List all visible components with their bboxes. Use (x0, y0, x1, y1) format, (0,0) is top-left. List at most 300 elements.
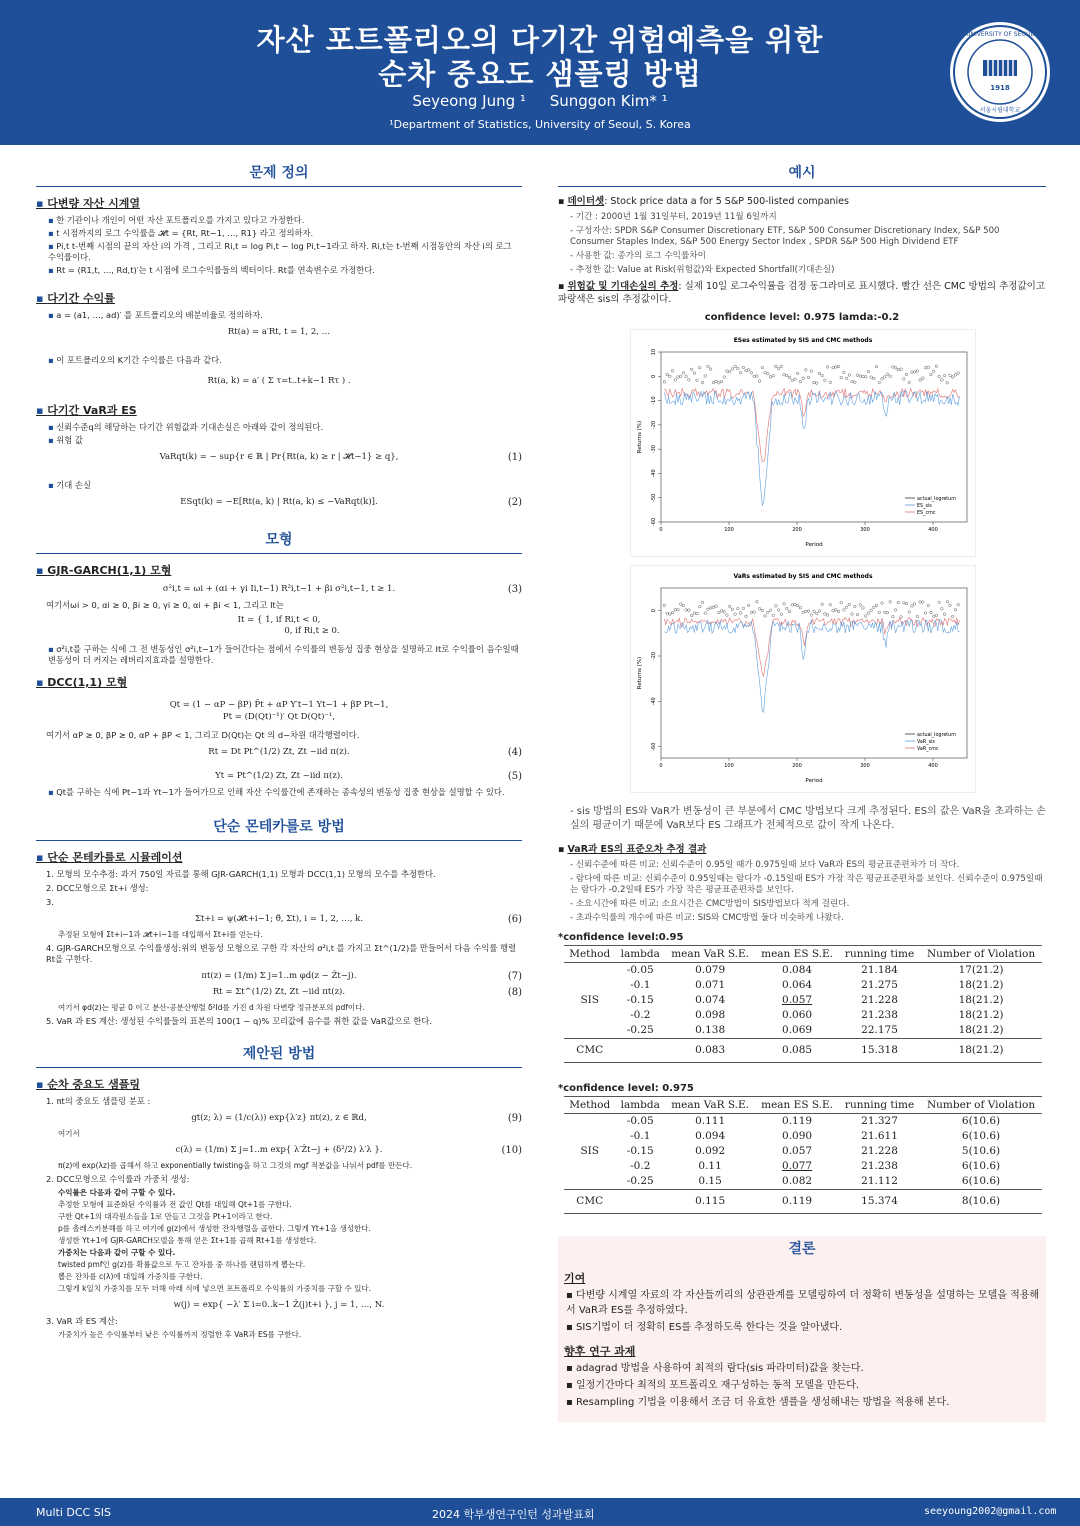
actual-point (739, 371, 742, 374)
actual-point (856, 613, 859, 616)
actual-point (753, 611, 756, 614)
actual-point (837, 365, 840, 368)
actual-point (688, 379, 691, 382)
numbered-item: 1. 모형의 모수추정: 과거 750일 자료를 통해 GJR-GARCH(1,1) 모형과 DCC(1,1) 모형의 모수를 추정한다. (46, 869, 436, 879)
section-model-title: 모형 (36, 529, 522, 554)
actual-point (845, 606, 848, 609)
sub-item: 가중치는 다음과 같이 구할 수 있다. (58, 1248, 176, 1257)
actual-point (674, 608, 677, 611)
numbered-item: 4. GJR-GARCH모형으로 수익률생성:위의 변동성 모형으로 구한 각 자산의 σ²i,t 를 가지고 Σt^(1/2)를 만들어서 다음 수익률 행렬Rt을 구한다. (46, 943, 517, 964)
actual-point (786, 374, 789, 377)
actual-point (892, 366, 895, 369)
table-cell: 0.060 (782, 1009, 813, 1021)
actual-point (772, 614, 775, 617)
table-cell: 17(21.2) (958, 964, 1004, 976)
equation (36, 497, 522, 507)
table-header: Method (564, 1097, 615, 1114)
actual-point (669, 613, 672, 616)
actual-point (892, 615, 895, 618)
table-cell: 0.098 (695, 1009, 726, 1021)
actual-point (813, 610, 816, 613)
y-tick-label: -60 (651, 742, 657, 751)
actual-point (946, 381, 949, 384)
results-table-0975 (564, 1096, 1042, 1214)
actual-point (720, 380, 723, 383)
footer-email: seeyoung2002@gmail.com (924, 1506, 1057, 1517)
equation (36, 771, 522, 781)
bullet: ▪ Pi,t t-번째 시점의 끝의 자산 i의 가격 , 그리고 Ri,t = log Pi,t − log Pi,t−1라고 하자. Ri,t는 t-번째 시점동안의 자산 i의 로그 수익률이다. (48, 241, 522, 263)
y-axis-label: Returns (%) (637, 420, 643, 454)
method-cell: CMC (576, 1044, 604, 1056)
table2-label: *confidence level: 0.975 (558, 1083, 694, 1094)
actual-point (932, 370, 935, 373)
actual-point (715, 605, 718, 608)
table-cell: -0.2 (630, 1160, 651, 1172)
affiliation: ¹Department of Statistics, University of Seoul, S. Korea (389, 118, 691, 131)
actual-point (677, 376, 680, 379)
actual-point (723, 376, 726, 379)
actual-point (946, 601, 949, 604)
actual-point (712, 606, 715, 609)
actual-point (805, 610, 808, 613)
bullet: ▪ 신뢰수준q의 해당하는 다기간 위험값과 기대손실은 아래와 같이 정의된다. (48, 422, 522, 433)
table-cell: 0.138 (695, 1024, 726, 1036)
actual-point (745, 615, 748, 618)
actual-point (701, 381, 704, 384)
dataset-item: - 추정한 값: Value at Risk(위험값)와 Expected Shortfall(기대손실) (570, 265, 1046, 276)
table1-label: *confidence level:0.95 (558, 932, 684, 943)
actual-point (954, 374, 957, 377)
actual-point (834, 608, 837, 611)
actual-point (935, 614, 938, 617)
numbered-item: 2. DCC모형으로 Σt+i 생성: (46, 883, 149, 893)
actual-point (935, 365, 938, 368)
numbered-item: 3. VaR 과 ES 계산: (46, 1316, 118, 1326)
actual-point (807, 610, 810, 613)
actual-point (834, 366, 837, 369)
table-cell: 0.082 (782, 1175, 813, 1187)
actual-point (671, 369, 674, 372)
actual-point (859, 375, 862, 378)
table-cell: 18(21.2) (958, 1044, 1004, 1056)
future-work-title: 향후 연구 과제 (564, 1345, 636, 1358)
equation (36, 327, 522, 337)
equation-text: Rt = Σt^(1/2) Zt, Zt ~iid πt(z). (212, 987, 346, 997)
actual-point (922, 601, 925, 604)
actual-point (728, 370, 731, 373)
table-cell: 0.15 (698, 1175, 722, 1187)
results-table-095 (564, 945, 1042, 1063)
subheading: ▪ 순차 중요도 샘플링 (36, 1076, 522, 1092)
y-tick-label: -40 (651, 469, 657, 478)
actual-point (756, 375, 759, 378)
actual-point (802, 611, 805, 614)
dataset-item: - 구성자산: SPDR S&P Consumer Discretionary ETF, S&P 500 Consumer Discretionary Index, S&P 500 Consumer Staples Index, S&P 500 Energy Sector Index , SPDR S&P 500 High Dividend ETF (570, 226, 1046, 248)
actual-point (739, 612, 742, 615)
table-header: mean ES S.E. (755, 946, 839, 963)
sub-item: 그렇게 k일치 가중치를 모두 더해 아래 식에 넣으면 포트폴리오 수익률의 가중치를 구할 수 있다. (58, 1284, 372, 1293)
x-axis-label: Period (805, 542, 823, 548)
equation-text: Qt = (1 − αP − βP) P̄t + αP Y′t−1 Yt−1 + βP Pt−1, (169, 700, 389, 710)
table-cell: 0.090 (782, 1130, 813, 1142)
actual-point (696, 612, 699, 615)
sub-item: 추정한 모형에 표준화된 수익률과 전 값인 Qt를 대입해 Qt+1를 구한다. (58, 1200, 292, 1209)
subheading: ▪ 다기간 VaR과 ES (36, 402, 522, 418)
equation (36, 1145, 522, 1155)
actual-point (848, 603, 851, 606)
actual-point (932, 615, 935, 618)
actual-point (951, 376, 954, 379)
actual-point (723, 611, 726, 614)
actual-point (902, 378, 905, 381)
actual-point (788, 610, 791, 613)
actual-point (851, 613, 854, 616)
actual-point (783, 374, 786, 377)
author-1: Seyeong Jung ¹ (412, 92, 526, 110)
y-tick-label: -50 (651, 493, 657, 502)
actual-point (840, 601, 843, 604)
section-proposed-title: 제안된 방법 (36, 1043, 522, 1068)
equation-number: (2) (507, 497, 522, 508)
table-header: mean VaR S.E. (665, 946, 755, 963)
equation (36, 452, 522, 462)
actual-point (908, 611, 911, 614)
actual-point (742, 607, 745, 610)
actual-point (663, 604, 666, 607)
actual-point (707, 608, 710, 611)
actual-point (832, 609, 835, 612)
actual-point (905, 373, 908, 376)
actual-point (900, 616, 903, 619)
actual-point (854, 381, 857, 384)
equation (36, 971, 522, 981)
actual-point (745, 369, 748, 372)
actual-point (826, 366, 829, 369)
actual-point (900, 368, 903, 371)
table-cell: 6(10.6) (961, 1130, 1001, 1142)
subheading: ▪ GJR-GARCH(1,1) 모형 (36, 562, 522, 578)
actual-point (856, 374, 859, 377)
chart-note: - sis 방법의 ES와 VaR가 변동성이 큰 부분에서 CMC 방법보다 크게 추정된다. ES의 값은 VaR을 초과하는 손실의 평균이기 때문에 VaR보다 ES 그래프가 전체적으로 값이 작게 나온다. (570, 805, 1046, 833)
bullet: ▪ Rt = (R1,t, …, Rd,t)′는 t 시점에 로그수익률들의 벡터이다. Rt를 연속변수로 가정한다. (48, 265, 522, 276)
equation-number: (6) (507, 914, 522, 925)
actual-point (824, 379, 827, 382)
legend-label: actual_logreturn (917, 733, 957, 738)
table-row (564, 1008, 1042, 1023)
actual-point (669, 375, 672, 378)
actual-point (897, 368, 900, 371)
table-cell: 0.094 (695, 1130, 726, 1142)
actual-point (867, 370, 870, 373)
actual-point (875, 365, 878, 368)
equation-text: It = { 1, if Ri,t < 0, (237, 615, 321, 625)
actual-point (930, 611, 933, 614)
footer-center: 2024 학부생연구인턴 성과발표회 (432, 1508, 595, 1521)
actual-point (913, 603, 916, 606)
se-label: VaR과 ES의 표준오차 추정 결과 (567, 844, 707, 855)
x-axis-label: Period (805, 778, 823, 784)
svg-text:서울시립대학교: 서울시립대학교 (979, 107, 1021, 114)
actual-point (938, 375, 941, 378)
equation-text: Rt(a) = a′Rt, t = 1, 2, … (227, 327, 331, 337)
actual-point (813, 381, 816, 384)
actual-point (957, 603, 960, 606)
actual-point (671, 611, 674, 614)
authors (0, 92, 1080, 110)
actual-point (731, 368, 734, 371)
actual-point (707, 365, 710, 368)
actual-point (747, 369, 750, 372)
actual-point (796, 604, 799, 607)
actual-point (666, 612, 669, 615)
legend-label: ES_sis (917, 504, 932, 509)
actual-point (943, 613, 946, 616)
actual-point (870, 376, 873, 379)
actual-point (873, 377, 876, 380)
actual-point (889, 601, 892, 604)
conclusion-bullet: ▪ SIS기법이 더 정확히 ES를 추정하도록 한다는 것을 알아냈다. (566, 1320, 1040, 1335)
table-cell: 21.275 (861, 979, 898, 991)
actual-point (818, 372, 821, 375)
equation-text: Rt(a, k) = a′ ( Σ τ=t..t+k−1 Rτ ) . (207, 376, 351, 386)
actual-point (815, 612, 818, 615)
actual-point (878, 611, 881, 614)
x-tick-label: 400 (928, 763, 938, 769)
paragraph: π(z)에 exp(λz)를 곱해서 하고 exponentially twisting을 하고 그것의 mgf 적분값을 나눠서 pdf를 만든다. (58, 1161, 413, 1170)
actual-point (737, 367, 740, 370)
legend-label: VaR_sis (917, 740, 935, 745)
actual-point (881, 602, 884, 605)
table-cell: 0.071 (695, 979, 726, 991)
equation-text: σ²i,t = ωi + (αi + γi Ii,t−1) R²i,t−1 + βi σ²i,t−1, t ≥ 1. (162, 584, 396, 594)
table-cell: 0.064 (782, 979, 813, 991)
actual-point (758, 608, 761, 611)
equation-number: (3) (507, 584, 522, 595)
actual-point (883, 611, 886, 614)
table-row (564, 1174, 1042, 1190)
equation (36, 747, 522, 757)
subheading: ▪ 단순 몬테카를로 시뮬레이션 (36, 849, 522, 865)
actual-point (728, 605, 731, 608)
conclusion-bullet: ▪ 일정기간마다 최적의 포트폴리오 재구성하는 동적 모델을 만든다. (566, 1378, 1040, 1393)
se-item: - 람다에 따른 비교: 신뢰수준이 0.95일때는 람다가 -0.15일때 ES가 가장 작은 평균표준편차를 보인다. 신뢰수준이 0.975일때는 람다가 -0.2일때 ES가 가장 작은 평균표준편차를 보인다. (570, 874, 1046, 896)
actual-point (864, 615, 867, 618)
numbered-item: 3. (46, 897, 54, 907)
actual-point (881, 378, 884, 381)
equation (36, 700, 522, 710)
table-cell: 21.238 (861, 1009, 898, 1021)
equation-number: (10) (501, 1145, 522, 1156)
actual-point (698, 605, 701, 608)
actual-point (886, 611, 889, 614)
equation (36, 584, 522, 594)
table-cell: 0.077 (782, 1160, 813, 1172)
contribution-title: 기여 (564, 1272, 586, 1285)
actual-point (913, 371, 916, 374)
section-example-title: 예시 (558, 162, 1046, 187)
actual-point (837, 610, 840, 613)
actual-point (701, 601, 704, 604)
actual-point (805, 369, 808, 372)
table-cell: 21.238 (861, 1160, 898, 1172)
equation-text: Rt = Dt Pt^(1/2) Zt, Zt ~iid π(z). (208, 747, 350, 757)
actual-point (902, 602, 905, 605)
conclusion-bullet: ▪ 다변량 시계열 자료의 각 자산들끼리의 상관관계를 모델링하여 더 정확히 변동성을 설명하는 모델을 적용해서 VaR과 ES를 추정하였다. (566, 1288, 1040, 1318)
bullet: ▪ 이 포트폴리오의 K기간 수익률은 다음과 같다. (48, 355, 522, 366)
actual-point (799, 380, 802, 383)
table-cell: 6(10.6) (961, 1160, 1001, 1172)
actual-point (924, 612, 927, 615)
equation-text: Σt+i = ψ(𝓗t+i−1; θ̂, Σt), i = 1, 2, …, k. (194, 914, 364, 924)
actual-point (786, 607, 789, 610)
equation (36, 987, 522, 997)
bullet: ▪ 한 기관이나 개인이 어떤 자산 포트폴리오를 가지고 있다고 가정한다. (48, 215, 522, 226)
legend-label: ES_cmc (917, 511, 936, 516)
actual-point (698, 366, 701, 369)
svg-text:UNIVERSITY OF SEOUL: UNIVERSITY OF SEOUL (966, 31, 1034, 38)
actual-point (938, 601, 941, 604)
es-chart (630, 329, 976, 557)
table-cell: -0.05 (626, 964, 654, 976)
actual-point (674, 379, 677, 382)
x-tick-label: 300 (860, 527, 870, 533)
chart-title: ESes estimated by SIS and CMC methods (733, 337, 873, 344)
poster-header (0, 0, 1080, 145)
actual-point (821, 603, 824, 606)
equation (36, 376, 522, 386)
actual-point (840, 376, 843, 379)
actual-point (911, 371, 914, 374)
table-cell: 0.079 (695, 964, 726, 976)
actual-point (886, 373, 889, 376)
table-cell: 0.092 (695, 1145, 726, 1157)
table-cell: 8(10.6) (961, 1195, 1001, 1207)
actual-point (758, 380, 761, 383)
se-item: - 소요시간에 따른 비교: 소요시간은 CMC방법이 SIS방법보다 적게 걸린다. (570, 899, 1046, 910)
y-tick-label: -40 (651, 697, 657, 706)
actual-point (894, 609, 897, 612)
actual-point (826, 614, 829, 617)
actual-point (704, 612, 707, 615)
actual-point (696, 379, 699, 382)
actual-point (843, 609, 846, 612)
dataset-line: ▪ 데이터셋: Stock price data a for 5 S&P 500-listed companies (558, 196, 849, 207)
equation-text: πt(z) = (1/m) Σ j=1..m φd(z − Ẑt−j). (201, 971, 357, 981)
table-cell: 0.119 (782, 1115, 813, 1127)
table-row (564, 1023, 1042, 1039)
method-cell: SIS (580, 994, 599, 1006)
actual-point (761, 609, 764, 612)
actual-point (824, 613, 827, 616)
equation-text: 0, if Ri,t ≥ 0. (284, 626, 340, 636)
actual-point (807, 376, 810, 379)
risk-label: 위험값 및 기대손실의 추정 (567, 281, 679, 292)
actual-point (864, 376, 867, 379)
table-cell: 22.175 (861, 1024, 898, 1036)
numbered-item: 2. DCC모형으로 수익률과 가중치 생성: (46, 1174, 190, 1184)
table-header: running time (839, 1097, 920, 1114)
table-cell: 18(21.2) (958, 994, 1004, 1006)
actual-point (750, 611, 753, 614)
table-cell: -0.05 (626, 1115, 654, 1127)
actual-point (862, 607, 865, 610)
table-cell: 6(10.6) (961, 1175, 1001, 1187)
actual-point (769, 376, 772, 379)
poster-title-line2: 순차 중요도 샘플링 방법 (378, 57, 702, 91)
table-cell: 0.057 (782, 994, 813, 1006)
chart-title: VaRs estimated by SIS and CMC methods (733, 573, 873, 580)
equation-text: gt(z; λ) = (1/c(λ)) exp{λ′z} πt(z), z ∈ ℝd, (191, 1113, 367, 1123)
actual-point (922, 377, 925, 380)
dataset-text: : Stock price data a for 5 S&P 500-listed companies (604, 196, 849, 207)
paragraph: 여기서 φd(z)는 평균 0 이고 분산-공분산행렬 δ²Id를 가진 d 차원 다변량 정규분포의 pdf이다. (58, 1003, 365, 1012)
sub-item: 뽑은 잔차를 c(λ)에 대입해 가중치를 구한다. (58, 1272, 203, 1281)
actual-point (799, 606, 802, 609)
equation-number: (4) (507, 747, 522, 758)
y-tick-label: -20 (651, 420, 657, 429)
table-cell (615, 1039, 665, 1063)
table-cell: -0.1 (630, 979, 651, 991)
table-cell: 21.611 (861, 1130, 898, 1142)
actual-point (775, 365, 778, 368)
table-cell: 5(10.6) (961, 1145, 1001, 1157)
actual-point (919, 601, 922, 604)
table-cell (615, 1190, 665, 1214)
actual-point (731, 608, 734, 611)
actual-point (780, 365, 783, 368)
risk-text: : 실제 10일 로그수익률을 검정 동그라미로 표시했다. 빨간 선은 CMC 방법의 추정값이고 파랑색은 sis의 추정값이다. (558, 281, 1045, 305)
table-cell: 21.228 (861, 1145, 898, 1157)
table-cell: 0.111 (695, 1115, 726, 1127)
table-row (564, 1159, 1042, 1174)
var-chart (630, 565, 976, 793)
actual-point (818, 610, 821, 613)
actual-point (867, 612, 870, 615)
table-cell: 0.084 (782, 964, 813, 976)
table-cell: 0.119 (782, 1195, 813, 1207)
table-cell: 0.085 (782, 1044, 813, 1056)
table-row (564, 963, 1042, 979)
table-header-row (564, 946, 1042, 963)
x-tick-label: 0 (659, 763, 663, 769)
equation (36, 615, 522, 625)
bullet: ▪ Qt를 구하는 식에 Pt−1과 Yt−1가 들어가므로 인해 자산 수익률간에 존재하는 종속성의 변동성 집중 현상을 설명할 수 있다. (48, 787, 522, 798)
se-line: ▪ VaR과 ES의 표준오차 추정 결과 (558, 844, 707, 855)
actual-point (777, 367, 780, 370)
actual-point (815, 382, 818, 385)
table-cell: -0.25 (626, 1024, 654, 1036)
paragraph: 여기서 (58, 1129, 80, 1138)
table-cell: 15.374 (861, 1195, 898, 1207)
actual-point (766, 611, 769, 614)
actual-point (679, 375, 682, 378)
method-cell: CMC (576, 1195, 604, 1207)
poster-title-line1: 자산 포트폴리오의 다기간 위험예측을 위한 (256, 23, 824, 57)
numbered-item: 5. VaR 과 ES 계산: 생성된 수익률들의 표본의 100(1 − q)% 꼬리값에 음수를 취한 값을 VaR값으로 한다. (46, 1016, 432, 1026)
x-tick-label: 0 (659, 527, 663, 533)
actual-point (832, 366, 835, 369)
actual-point (682, 372, 685, 375)
equation-number: (5) (507, 771, 522, 782)
actual-point (829, 381, 832, 384)
y-tick-label: 10 (651, 348, 657, 356)
legend-label: actual_logreturn (917, 497, 957, 502)
actual-point (862, 375, 865, 378)
actual-point (690, 368, 693, 371)
subheading: ▪ 다기간 수익률 (36, 290, 522, 306)
dataset-label: 데이터셋 (567, 196, 605, 207)
actual-point (905, 602, 908, 605)
